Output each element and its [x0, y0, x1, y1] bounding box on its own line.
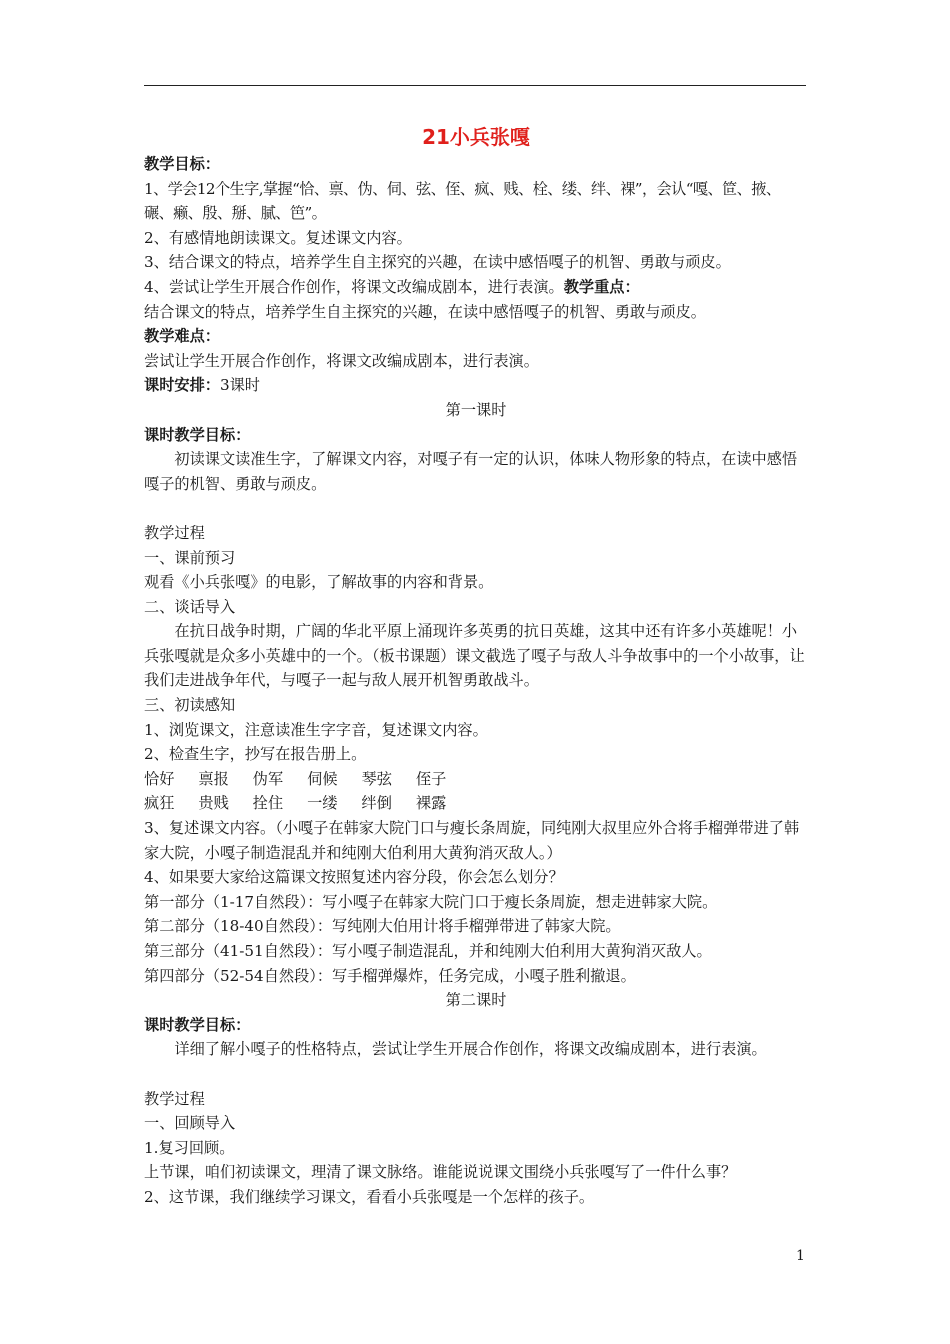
lesson2-objective-label: 课时教学目标： [144, 1015, 251, 1034]
vocab-word: 侄子 [415, 769, 447, 788]
objective-item: 1、学会12个生字,掌握“恰、禀、伪、伺、弦、侄、疯、贱、栓、缕、绊、裸”，会认“嘎、笸、掖、碾、癞、殷、掰、腻、笆”。 [144, 179, 781, 223]
spacer [144, 496, 808, 521]
difficulties-heading: 教学难点： [144, 327, 220, 346]
vocab-row-1 [144, 767, 808, 792]
lesson2-process-heading: 教学过程 [144, 1089, 205, 1108]
vocab-word: 贵贱 [198, 794, 229, 813]
lesson2-step1-text: 上节课，咱们初读课文，理清了课文脉络。谁能说说课文围绕小兵张嘎写了一件什么事？ [144, 1163, 737, 1182]
lesson1-step3-item: 4、如果要大家给这篇课文按照复述内容分段，你会怎么划分？ [144, 868, 564, 887]
lesson1-process-heading: 教学过程 [144, 523, 205, 542]
header-rule [144, 85, 806, 86]
vocab-word: 拴住 [252, 794, 284, 813]
vocab-word: 疯狂 [144, 794, 175, 813]
vocab-word: 伪军 [252, 769, 284, 788]
spacer [144, 1062, 808, 1087]
key-points-text: 结合课文的特点，培养学生自主探究的兴趣，在读中感悟嘎子的机智、勇敢与顽皮。 [144, 302, 706, 321]
lesson1-part: 第二部分（18-40自然段）：写纯刚大伯用计将手榴弹带进了韩家大院。 [144, 917, 621, 936]
lesson1-step1-text: 观看《小兵张嘎》的电影，了解故事的内容和背景。 [144, 573, 494, 592]
lesson1-heading: 第一课时 [445, 400, 507, 419]
lesson1-objective-text: 初读课文读准生字，了解课文内容，对嘎子有一定的认识，体味人物形象的特点，在读中感悟嘎子的机智、勇敢与顽皮。 [144, 450, 798, 493]
lesson1-part: 第四部分（52-54自然段）：写手榴弹爆炸，任务完成，小嘎子胜利撤退。 [144, 966, 636, 985]
lesson2-step1-item: 2、这节课，我们继续学习课文，看看小兵张嘎是一个怎样的孩子。 [144, 1187, 595, 1206]
lesson1-step2-text: 在抗日战争时期，广阔的华北平原上涌现许多英勇的抗日英雄，这其中还有许多小英雄呢！小兵张嘎就是众多小英雄中的一个。（板书课题）课文截选了嘎子与敌人斗争故事中的一个小故事，让我们走进战争年代，与嘎子一起与敌人展开机智勇敢战斗。 [144, 622, 805, 690]
vocab-word: 绊倒 [361, 794, 392, 813]
objective-item-text: 4、尝试让学生开展合作创作，将课文改编成剧本，进行表演。 [144, 277, 564, 296]
lesson2-heading: 第二课时 [445, 991, 507, 1010]
objective-item: 3、结合课文的特点，培养学生自主探究的兴趣，在读中感悟嘎子的机智、勇敢与顽皮。 [144, 253, 731, 272]
lesson2-objective-text: 详细了解小嘎子的性格特点，尝试让学生开展合作创作，将课文改编成剧本，进行表演。 [174, 1040, 767, 1059]
document-body [144, 122, 808, 1210]
vocab-row-2 [144, 791, 808, 816]
vocab-word: 一缕 [307, 794, 338, 813]
lesson2-step1-title: 一、回顾导入 [144, 1114, 236, 1133]
page-number: 1 [796, 1248, 805, 1264]
objective-item [144, 275, 808, 300]
page-title: 21小兵张嘎 [422, 125, 530, 149]
lesson1-step3-title: 三、初读感知 [144, 696, 236, 715]
difficulties-text: 尝试让学生开展合作创作，将课文改编成剧本，进行表演。 [144, 351, 539, 370]
lesson1-part: 第一部分（1-17自然段）：写小嘎子在韩家大院门口于瘦长条周旋，想走进韩家大院。 [144, 892, 718, 911]
schedule-value: 3课时 [219, 376, 260, 395]
vocab-word: 恰好 [144, 769, 175, 788]
lesson1-step2-title: 二、谈话导入 [144, 597, 236, 616]
lesson2-step1-sub: 1.复习回顾。 [144, 1138, 235, 1157]
lesson1-step3-item: 2、检查生字，抄写在报告册上。 [144, 745, 367, 764]
objectives-heading: 教学目标： [144, 155, 220, 173]
lesson1-step3-item: 1、浏览课文，注意读准生字字音，复述课文内容。 [144, 720, 488, 739]
vocab-word: 禀报 [198, 769, 229, 788]
objective-item: 2、有感情地朗读课文。复述课文内容。 [144, 228, 412, 247]
vocab-word: 伺候 [307, 769, 338, 788]
lesson1-part: 第三部分（41-51自然段）：写小嘎子制造混乱，并和纯刚大伯利用大黄狗消灭敌人。 [144, 942, 712, 960]
key-points-heading: 教学重点： [563, 277, 640, 296]
schedule-label: 课时安排： [144, 376, 220, 395]
lesson1-step1-title: 一、课前预习 [144, 548, 236, 567]
vocab-word: 琴弦 [361, 769, 392, 788]
vocab-word: 裸露 [415, 794, 447, 813]
lesson1-objective-label: 课时教学目标： [144, 425, 251, 444]
lesson1-step3-item: 3、复述课文内容。（小嘎子在韩家大院门口与瘦长条周旋，同纯刚大叔里应外合将手榴弹带进了韩家大院，小嘎子制造混乱并和纯刚大伯利用大黄狗消灭敌人。） [144, 819, 800, 862]
schedule [144, 373, 808, 398]
